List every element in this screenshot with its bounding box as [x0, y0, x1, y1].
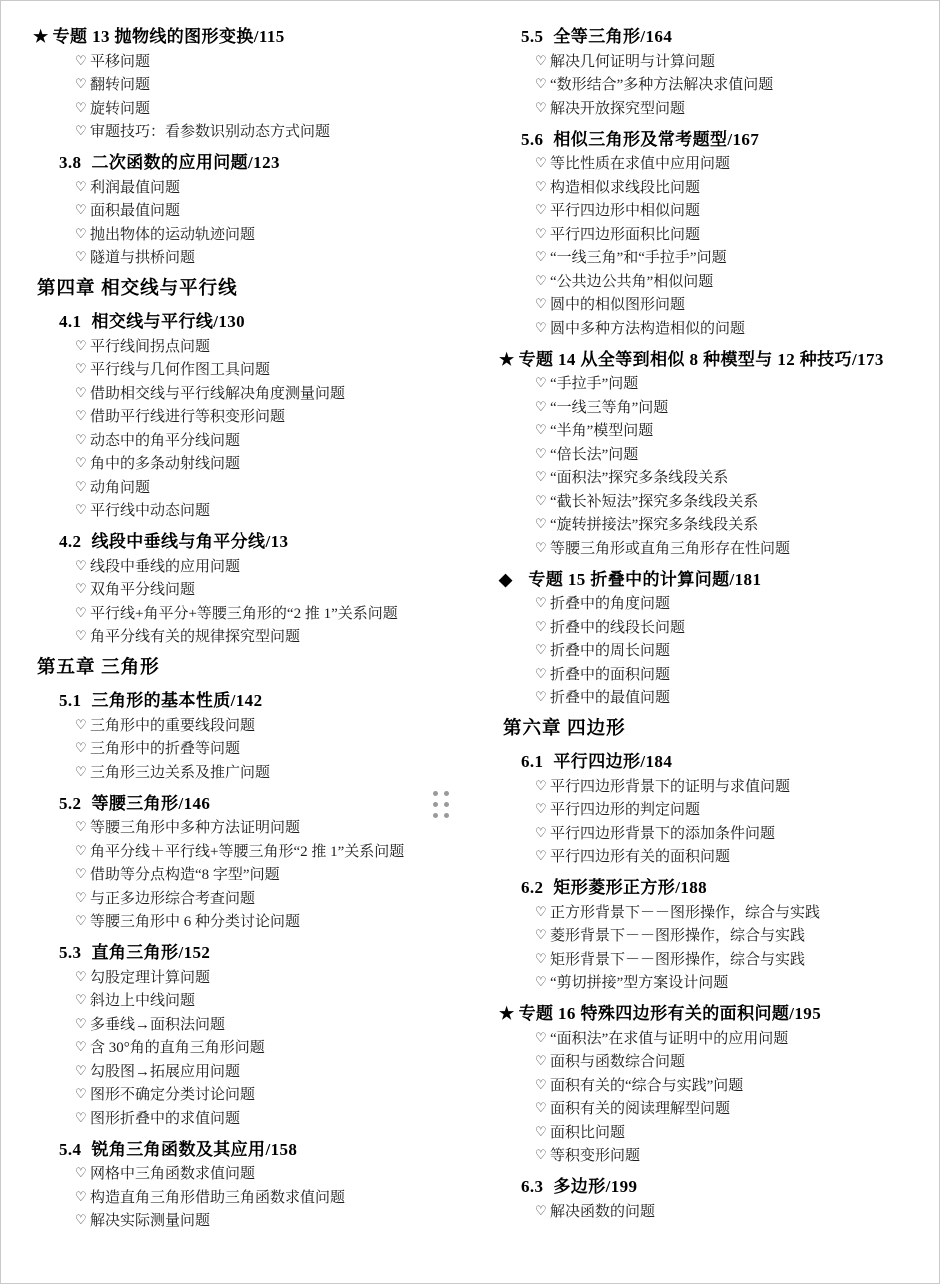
toc-item-label: 等积变形问题: [549, 1148, 640, 1164]
toc-item: [75, 913, 459, 931]
toc-section-heading: [59, 307, 459, 332]
toc-item-label: 面积与函数综合问题: [549, 1054, 685, 1070]
toc-item-label: 构造相似求线段比问题: [549, 179, 700, 196]
toc-item-label: 平行线与几何作图工具问题: [90, 362, 271, 378]
toc-item: [535, 273, 919, 291]
section-title: 相似三角形及常考题型/167: [553, 129, 760, 149]
toc-item: [535, 1124, 919, 1142]
heart-bullet-icon: ♡: [75, 76, 87, 91]
heart-bullet-icon: ♡: [534, 469, 547, 484]
toc-item-label: 抛出物体的运动轨迹问题: [90, 226, 256, 243]
toc-item: [535, 540, 919, 558]
star-icon: ★: [498, 1004, 515, 1023]
star-icon: ★: [33, 27, 49, 46]
toc-item-label: 网格中三角函数求值问题: [90, 1166, 256, 1182]
heart-bullet-icon: ♡: [75, 337, 87, 353]
section-number: 4.1: [59, 312, 82, 331]
toc-item-label: 图形折叠中的求值问题: [90, 1110, 241, 1127]
heart-bullet-icon: ♡: [75, 1039, 87, 1054]
toc-item: [535, 469, 919, 487]
heart-bullet-icon: ♡: [534, 801, 547, 816]
heart-bullet-icon: ♡: [534, 824, 547, 840]
toc-item-label: 平移问题: [90, 53, 151, 70]
toc-item-label: 面积有关的阅读理解型问题: [549, 1101, 730, 1117]
toc-item-label: 折叠中的最值问题: [549, 690, 670, 706]
heart-bullet-icon: ♡: [534, 225, 547, 241]
heart-bullet-icon: ♡: [75, 819, 87, 834]
toc-item-label: 圆中的相似图形问题: [549, 297, 685, 313]
heart-bullet-icon: ♡: [75, 249, 87, 264]
toc-item-label: 折叠中的面积问题: [549, 666, 670, 683]
heart-bullet-icon: ♡: [534, 539, 547, 555]
toc-item-label: “旋转拼接法”探究多条线段关系: [549, 517, 759, 533]
heart-bullet-icon: ♡: [534, 99, 547, 115]
heart-bullet-icon: ♡: [534, 178, 547, 194]
toc-item-label: 面积比问题: [549, 1124, 625, 1141]
toc-item-label: “面积法”在求值与证明中的应用问题: [549, 1030, 789, 1047]
toc-item: [535, 642, 919, 660]
section-number: 5.5: [520, 27, 544, 46]
toc-topic-heading: [499, 999, 919, 1024]
toc-item: [535, 100, 919, 118]
heart-bullet-icon: ♡: [534, 52, 547, 68]
section-number: 6.3: [520, 1177, 544, 1196]
chapter-title: 第五章 三角形: [37, 658, 160, 678]
toc-item: [75, 1086, 459, 1104]
toc-item: [535, 76, 919, 94]
toc-section-heading: [521, 747, 919, 772]
toc-item: [75, 502, 459, 520]
toc-item-label: 借助平行线进行等积变形问题: [90, 409, 286, 425]
diamond-icon: ◆: [498, 569, 513, 589]
toc-item-label: 折叠中的线段长问题: [549, 619, 685, 636]
toc-item: [75, 1110, 459, 1128]
heart-bullet-icon: ♡: [75, 1109, 87, 1125]
toc-item-label: “手拉手”问题: [549, 376, 639, 392]
heart-bullet-icon: ♡: [75, 889, 87, 905]
heart-bullet-icon: ♡: [75, 502, 87, 517]
toc-item-label: 等比性质在求值中应用问题: [549, 156, 730, 172]
heart-bullet-icon: ♡: [534, 1053, 547, 1068]
toc-item-label: 菱形背景下－－图形操作，综合与实践: [549, 928, 805, 944]
toc-item-label: “公共边公共角”相似问题: [549, 273, 714, 290]
heart-bullet-icon: ♡: [534, 492, 547, 508]
toc-item: [535, 825, 919, 843]
toc-item-label: 含 30°角的直角三角形问题: [90, 1040, 265, 1056]
toc-item: [535, 1147, 919, 1165]
topic-title: 专题 14 从全等到相似 8 种模型与 12 种技巧/173: [518, 349, 884, 369]
heart-bullet-icon: ♡: [75, 123, 87, 138]
heart-bullet-icon: ♡: [75, 716, 87, 732]
toc-item-label: 多垂线→面积法问题: [90, 1016, 226, 1033]
toc-item: [535, 1030, 919, 1048]
section-number: 5.4: [59, 1139, 82, 1159]
toc-item: [535, 801, 919, 819]
heart-bullet-icon: ♡: [75, 1015, 87, 1031]
section-number: 5.3: [59, 943, 82, 962]
heart-bullet-icon: ♡: [534, 595, 547, 610]
toc-item-label: “倍长法”问题: [549, 446, 639, 463]
toc-item-label: 正方形背景下－－图形操作，综合与实践: [549, 904, 820, 921]
toc-item: [535, 951, 919, 969]
section-title: 锐角三角函数及其应用/158: [91, 1139, 298, 1159]
toc-item-label: “面积法”探究多条线段关系: [549, 470, 729, 486]
heart-bullet-icon: ♡: [75, 1188, 87, 1204]
heart-bullet-icon: ♡: [534, 76, 547, 91]
toc-item: [75, 628, 459, 646]
toc-item: [75, 969, 459, 987]
toc-item-label: 勾股图→拓展应用问题: [90, 1063, 241, 1080]
section-title: 三角形的基本性质/142: [91, 691, 263, 710]
heart-bullet-icon: ♡: [75, 384, 87, 400]
toc-item: [535, 516, 919, 534]
heart-bullet-icon: ♡: [75, 913, 87, 928]
toc-item: [75, 479, 459, 497]
toc-item: [75, 1039, 459, 1057]
toc-item: [535, 446, 919, 464]
toc-item: [535, 778, 919, 796]
heart-bullet-icon: ♡: [534, 689, 547, 704]
toc-item-label: 折叠中的角度问题: [549, 596, 670, 612]
toc-item: [75, 226, 459, 244]
heart-bullet-icon: ♡: [534, 1076, 547, 1092]
toc-item-label: 图形不确定分类讨论问题: [90, 1087, 256, 1103]
toc-item: [535, 249, 919, 267]
chapter-title: 第六章 四边形: [502, 719, 626, 739]
toc-item-label: 动角问题: [90, 479, 151, 496]
toc-item: [535, 53, 919, 71]
toc-item: [535, 179, 919, 197]
toc-item-label: 构造直角三角形借助三角函数求值问题: [90, 1189, 346, 1206]
heart-bullet-icon: ♡: [75, 1086, 87, 1101]
toc-item-label: 矩形背景下－－图形操作，综合与实践: [549, 951, 805, 968]
section-number: 4.2: [59, 532, 82, 551]
heart-bullet-icon: ♡: [534, 296, 547, 311]
toc-item-label: “数形结合”多种方法解决求值问题: [549, 77, 774, 93]
toc-item-label: 平行四边形有关的面积问题: [549, 849, 730, 865]
section-title: 相交线与平行线/130: [91, 312, 246, 331]
toc-item: [535, 375, 919, 393]
toc-section-heading: [521, 22, 919, 47]
toc-item: [535, 320, 919, 338]
heart-bullet-icon: ♡: [534, 903, 547, 919]
toc-item-label: 动态中的角平分线问题: [90, 432, 241, 449]
toc-item: [75, 455, 459, 473]
toc-item-label: “一线三角”和“手拉手”问题: [549, 250, 727, 266]
section-number: 5.1: [59, 691, 82, 710]
toc-item: [535, 202, 919, 220]
heart-bullet-icon: ♡: [75, 968, 87, 984]
toc-chapter-heading: [503, 714, 919, 740]
toc-item: [75, 1165, 459, 1183]
toc-item-label: 利润最值问题: [90, 179, 181, 196]
heart-bullet-icon: ♡: [534, 950, 547, 966]
heart-bullet-icon: ♡: [75, 866, 87, 881]
toc-item-label: 角中的多条动射线问题: [90, 456, 241, 472]
toc-item-label: 勾股定理计算问题: [90, 969, 211, 986]
toc-item-label: “剪切拼接”型方案设计问题: [549, 975, 729, 991]
section-number: 5.2: [59, 793, 82, 813]
toc-item-label: 圆中多种方法构造相似的问题: [549, 320, 745, 337]
section-title: 平行四边形/184: [553, 752, 673, 771]
heart-bullet-icon: ♡: [534, 777, 547, 793]
heart-bullet-icon: ♡: [75, 99, 87, 115]
heart-bullet-icon: ♡: [534, 848, 547, 863]
heart-bullet-icon: ♡: [75, 178, 87, 194]
toc-item-label: 双角平分线问题: [90, 582, 196, 598]
heart-bullet-icon: ♡: [75, 455, 87, 470]
toc-item: [535, 155, 919, 173]
topic-title: 专题 13 抛物线的图形变换/115: [52, 27, 285, 46]
toc-item-label: “截长补短法”探究多条线段关系: [549, 493, 759, 510]
toc-item: [75, 740, 459, 758]
handle-dot: [444, 802, 449, 807]
toc-item: [535, 1100, 919, 1118]
section-number: 3.8: [59, 153, 82, 172]
toc-item-label: 折叠中的周长问题: [549, 643, 670, 659]
toc-item-label: 审题技巧：看参数识别动态方式问题: [90, 124, 331, 140]
toc-item: [535, 974, 919, 992]
heart-bullet-icon: ♡: [75, 628, 87, 643]
toc-item: [75, 1063, 459, 1081]
heart-bullet-icon: ♡: [75, 52, 87, 68]
toc-item-label: 三角形三边关系及推广问题: [90, 764, 271, 781]
heart-bullet-icon: ♡: [534, 927, 547, 942]
toc-item-label: 解决几何证明与计算问题: [549, 53, 715, 70]
toc-item-label: “半角”模型问题: [549, 423, 654, 439]
toc-item: [75, 338, 459, 356]
toc-item-label: 线段中垂线的应用问题: [90, 558, 241, 575]
toc-section-heading: [59, 1135, 459, 1160]
toc-item: [535, 848, 919, 866]
toc-item: [75, 558, 459, 576]
heart-bullet-icon: ♡: [534, 974, 547, 989]
topic-title: 专题 16 特殊四边形有关的面积问题/195: [518, 1004, 822, 1023]
heart-bullet-icon: ♡: [75, 408, 87, 423]
section-title: 矩形菱形正方形/188: [553, 878, 708, 897]
toc-section-heading: [59, 789, 459, 814]
toc-item: [75, 432, 459, 450]
toc-item: [75, 179, 459, 197]
heart-bullet-icon: ♡: [75, 361, 87, 376]
toc-item-label: “一线三等角”问题: [549, 399, 669, 416]
toc-topic-heading: [499, 565, 919, 590]
toc-item: [535, 666, 919, 684]
toc-item: [75, 890, 459, 908]
section-number: 6.1: [520, 752, 544, 771]
heart-bullet-icon: ♡: [534, 618, 547, 634]
heart-bullet-icon: ♡: [75, 763, 87, 779]
toc-item-label: 等腰三角形或直角三角形存在性问题: [549, 540, 790, 557]
toc-item: [535, 689, 919, 707]
toc-item-label: 面积有关的“综合与实践”问题: [549, 1077, 744, 1094]
section-number: 6.2: [520, 878, 544, 897]
section-title: 全等三角形/164: [553, 27, 673, 46]
toc-item: [75, 1212, 459, 1230]
section-number: 5.6: [520, 129, 544, 149]
section-title: 多边形/199: [553, 1177, 638, 1196]
toc-item: [535, 1203, 919, 1221]
toc-item: [535, 493, 919, 511]
heart-bullet-icon: ♡: [75, 1062, 87, 1078]
toc-item-label: 平行线+角平分+等腰三角形的“2 推 1”关系问题: [90, 605, 398, 622]
toc-item: [75, 819, 459, 837]
toc-item-label: 隧道与拱桥问题: [90, 250, 196, 266]
toc-item: [75, 764, 459, 782]
heart-bullet-icon: ♡: [534, 1147, 547, 1162]
handle-dot: [433, 802, 438, 807]
handle-dot: [433, 791, 438, 796]
toc-item-label: 旋转问题: [90, 100, 151, 117]
toc-chapter-heading: [37, 653, 459, 679]
toc-item: [75, 1189, 459, 1207]
toc-item-label: 借助等分点构造“8 字型”问题: [90, 867, 280, 883]
toc-column-right: [471, 15, 931, 1277]
toc-item-label: 平行四边形面积比问题: [549, 226, 700, 243]
toc-item: [535, 422, 919, 440]
toc-item: [75, 717, 459, 735]
heart-bullet-icon: ♡: [75, 992, 87, 1007]
toc-item: [75, 100, 459, 118]
toc-column-left: [11, 15, 471, 1277]
toc-item: [75, 866, 459, 884]
toc-item: [75, 605, 459, 623]
toc-item: [75, 992, 459, 1010]
toc-item-label: 与正多边形综合考查问题: [90, 890, 256, 907]
toc-item: [75, 361, 459, 379]
toc-item-label: 三角形中的折叠等问题: [90, 741, 241, 757]
toc-item: [535, 1053, 919, 1071]
heart-bullet-icon: ♡: [75, 1212, 87, 1227]
toc-item-label: 斜边上中线问题: [90, 993, 196, 1009]
heart-bullet-icon: ♡: [534, 155, 547, 170]
toc-item-label: 三角形中的重要线段问题: [90, 717, 256, 734]
heart-bullet-icon: ♡: [75, 478, 87, 494]
toc-item-label: 平行四边形背景下的证明与求值问题: [549, 778, 790, 795]
toc-item-label: 解决函数的问题: [549, 1203, 655, 1220]
toc-item: [535, 595, 919, 613]
toc-item: [75, 843, 459, 861]
heart-bullet-icon: ♡: [534, 272, 547, 288]
toc-item: [535, 619, 919, 637]
toc-item-label: 等腰三角形中多种方法证明问题: [90, 820, 301, 836]
heart-bullet-icon: ♡: [534, 249, 547, 264]
toc-item-label: 翻转问题: [90, 77, 151, 93]
toc-columns: [1, 1, 940, 1285]
toc-section-heading: [521, 1172, 919, 1197]
toc-item: [535, 226, 919, 244]
section-title: 直角三角形/152: [91, 943, 211, 962]
toc-item: [75, 385, 459, 403]
heart-bullet-icon: ♡: [534, 665, 547, 681]
toc-item: [75, 249, 459, 267]
heart-bullet-icon: ♡: [534, 422, 547, 437]
toc-section-heading: [59, 686, 459, 711]
heart-bullet-icon: ♡: [75, 431, 87, 447]
heart-bullet-icon: ♡: [75, 225, 87, 241]
heart-bullet-icon: ♡: [534, 516, 547, 531]
toc-section-heading: [59, 148, 459, 173]
section-title: 等腰三角形/146: [91, 793, 211, 813]
toc-item: [75, 1016, 459, 1034]
toc-item-label: 面积最值问题: [90, 203, 181, 219]
heart-bullet-icon: ♡: [75, 1165, 87, 1180]
handle-dot: [433, 813, 438, 818]
toc-item-label: 解决开放探究型问题: [549, 100, 685, 117]
section-title: 二次函数的应用问题/123: [91, 153, 280, 172]
toc-item: [535, 904, 919, 922]
toc-item-label: 平行线间拐点问题: [90, 338, 211, 355]
toc-item: [535, 399, 919, 417]
toc-item: [75, 53, 459, 71]
heart-bullet-icon: ♡: [534, 202, 547, 217]
toc-item-label: 平行线中动态问题: [90, 503, 211, 519]
toc-item: [535, 296, 919, 314]
toc-item: [75, 581, 459, 599]
heart-bullet-icon: ♡: [534, 1202, 547, 1218]
heart-bullet-icon: ♡: [75, 740, 87, 755]
toc-topic-heading: [33, 22, 459, 47]
toc-item-label: 角平分线＋平行线+等腰三角形“2 推 1”关系问题: [90, 843, 405, 860]
toc-item-label: 借助相交线与平行线解决角度测量问题: [90, 385, 346, 402]
heart-bullet-icon: ♡: [534, 1123, 547, 1139]
toc-item-label: 角平分线有关的规律探究型问题: [90, 629, 301, 645]
handle-dot: [444, 791, 449, 796]
section-title: 线段中垂线与角平分线/13: [91, 532, 289, 551]
chapter-title: 第四章 相交线与平行线: [37, 279, 238, 299]
star-icon: ★: [498, 349, 515, 369]
toc-section-heading: [521, 873, 919, 898]
toc-item-label: 等腰三角形中 6 种分类讨论问题: [90, 914, 301, 930]
heart-bullet-icon: ♡: [75, 842, 87, 858]
heart-bullet-icon: ♡: [75, 202, 87, 217]
toc-section-heading: [521, 125, 919, 150]
toc-item-label: 平行四边形的判定问题: [549, 802, 700, 818]
drag-handle-icon[interactable]: [433, 791, 455, 821]
toc-item: [535, 1077, 919, 1095]
toc-item-label: 平行四边形背景下的添加条件问题: [549, 825, 775, 842]
heart-bullet-icon: ♡: [534, 1029, 547, 1045]
heart-bullet-icon: ♡: [534, 375, 547, 390]
heart-bullet-icon: ♡: [75, 557, 87, 573]
handle-dot: [444, 813, 449, 818]
heart-bullet-icon: ♡: [75, 581, 87, 596]
toc-item: [535, 927, 919, 945]
toc-item-label: 解决实际测量问题: [90, 1213, 211, 1229]
heart-bullet-icon: ♡: [534, 1100, 547, 1115]
toc-item-label: 平行四边形中相似问题: [549, 203, 700, 219]
toc-section-heading: [59, 527, 459, 552]
toc-item: [75, 408, 459, 426]
heart-bullet-icon: ♡: [534, 445, 547, 461]
heart-bullet-icon: ♡: [534, 319, 547, 335]
heart-bullet-icon: ♡: [534, 642, 547, 657]
heart-bullet-icon: ♡: [75, 604, 87, 620]
toc-chapter-heading: [37, 274, 459, 300]
toc-item: [75, 76, 459, 94]
toc-item: [75, 202, 459, 220]
topic-title: 专题 15 折叠中的计算问题/181: [528, 569, 762, 589]
toc-topic-heading: [499, 345, 919, 370]
heart-bullet-icon: ♡: [534, 398, 547, 414]
toc-item: [75, 123, 459, 141]
toc-section-heading: [59, 938, 459, 963]
